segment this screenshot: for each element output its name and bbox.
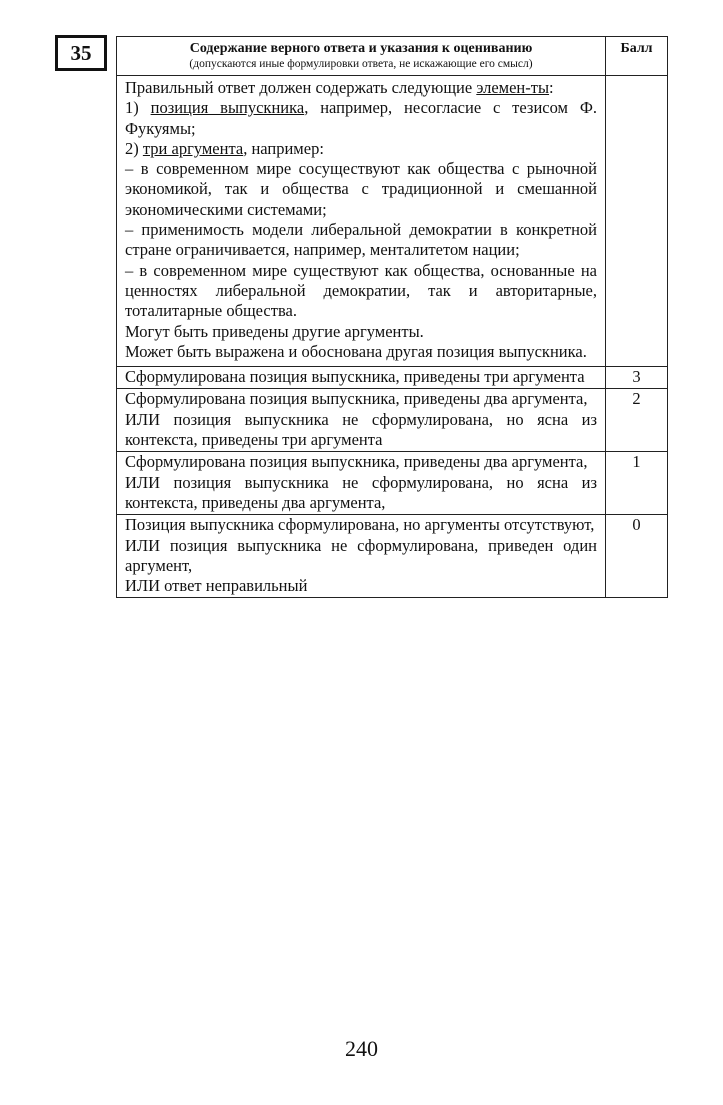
page-number: 240 [345, 1036, 378, 1061]
criterion-score: 2 [606, 389, 668, 452]
answer-row [117, 76, 668, 367]
answer-score-cell [606, 76, 668, 367]
note-other-position: Может быть выражена и обоснована другая позиция выпускника. [125, 341, 587, 361]
criterion-text: Сформулирована позиция выпускника, приведены два аргумента, ИЛИ позиция выпускника не сформулирована, но ясна из контекста, приведены три аргумента [117, 389, 606, 452]
criterion-text: Сформулирована позиция выпускника, приведены три аргумента [117, 367, 606, 389]
header-title: Содержание верного ответа и указания к оцениванию [189, 41, 533, 56]
element-1: 1) позиция выпускника, например, несогласие с тезисом Ф. Фукуямы; [125, 98, 597, 138]
criterion-row [117, 389, 668, 452]
note-other-arguments: Могут быть приведены другие аргументы. [125, 321, 424, 341]
answer-intro: Правильный ответ должен содержать следующие элемен-ты: [125, 78, 554, 97]
assessment-table [116, 36, 668, 598]
argument-1: – в современном мире сосуществуют как общества с рыночной экономикой, так и общества с традиционной и смешанной экономическими системами; [125, 159, 597, 219]
answer-content [117, 76, 606, 367]
header-subtitle: (допускаются иные формулировки ответа, не искажающие его смысл) [189, 58, 533, 70]
criterion-row [117, 367, 668, 389]
criterion-score: 3 [606, 367, 668, 389]
task-number-box [55, 35, 107, 71]
argument-3: – в современном мире существуют как общества, основанные на ценностях либеральной демократии, так и авторитарные, тоталитарные общества. [125, 260, 597, 321]
task-number: 35 [70, 41, 92, 65]
criterion-text: Сформулирована позиция выпускника, приведены два аргумента, ИЛИ позиция выпускника не сформулирована, но ясна из контекста, приведены два аргумента, [117, 452, 606, 515]
element-2: 2) три аргумента, например: [125, 138, 324, 158]
header-cell [117, 37, 606, 76]
criterion-text: Позиция выпускника сформулирована, но аргументы отсутствуют, ИЛИ позиция выпускника не сформулирована, приведен один аргумент, ИЛИ ответ неправильный [117, 515, 606, 598]
criterion-row [117, 515, 668, 598]
criterion-score: 0 [606, 515, 668, 598]
criterion-row [117, 452, 668, 515]
argument-2: – применимость модели либеральной демократии в конкретной стране ограничивается, например, менталитетом нации; [125, 220, 597, 260]
table-header-row [117, 37, 668, 76]
score-header: Балл [606, 37, 668, 76]
criterion-score: 1 [606, 452, 668, 515]
